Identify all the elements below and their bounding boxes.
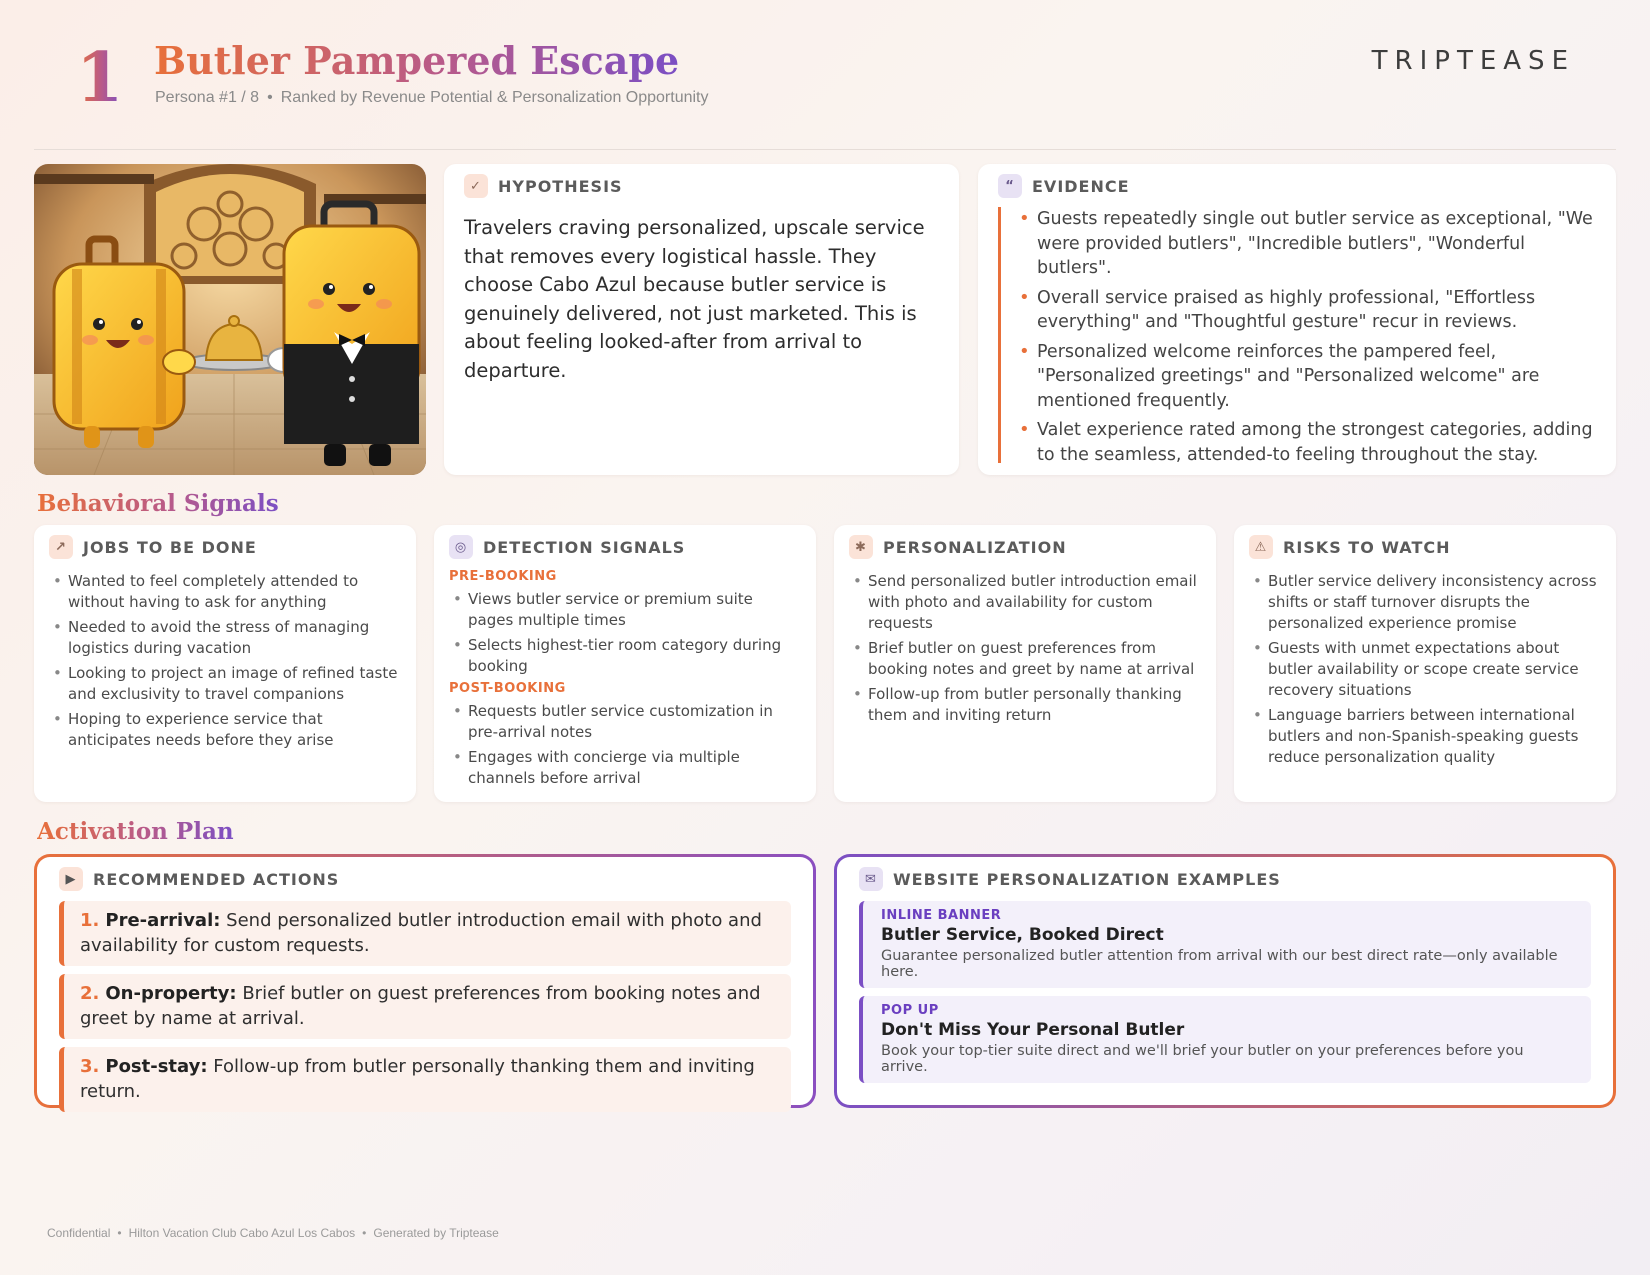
website-header — [859, 867, 1591, 891]
separator: • — [117, 1226, 122, 1240]
footer-generated: Generated by Triptease — [373, 1226, 499, 1240]
recommended-actions-frame — [34, 854, 816, 1108]
post-booking-list — [449, 701, 801, 789]
personalization-header — [849, 535, 1201, 559]
action-item — [59, 901, 791, 966]
list-item: • Follow-up from butler personally thanking them and inviting return — [849, 684, 1201, 726]
website-examples-frame — [834, 854, 1616, 1108]
example-title: Don't Miss Your Personal Butler — [881, 1020, 1185, 1040]
page-header — [0, 0, 1650, 150]
list-item: • Guests with unmet expectations about butler availability or scope create service recovery situations — [1249, 638, 1601, 701]
action-item — [59, 974, 791, 1039]
sparkle-icon: ✱ — [849, 535, 873, 559]
actions-label: RECOMMENDED ACTIONS — [93, 869, 340, 889]
example-type: INLINE BANNER — [881, 908, 1002, 923]
list-item: • Brief butler on guest preferences from booking notes and greet by name at arrival — [849, 638, 1201, 680]
brand-logo: TRIPTEASE — [1371, 46, 1575, 76]
envelope-icon: ✉ — [859, 867, 883, 891]
evidence-header — [998, 174, 1596, 198]
target-icon: ◎ — [449, 535, 473, 559]
list-item: • Looking to project an image of refined taste and exclusivity to travel companions — [49, 663, 401, 705]
list-item: • Needed to avoid the stress of managing logistics during vacation — [49, 617, 401, 659]
risks-label: RISKS TO WATCH — [1283, 537, 1451, 557]
check-icon: ✓ — [464, 174, 488, 198]
quote-icon: “ — [998, 174, 1022, 198]
behavioral-signals-title: Behavioral Signals — [37, 490, 279, 517]
recommended-actions-card — [37, 857, 813, 1105]
evidence-item: • Valet experience rated among the strongest categories, adding to the seamless, attended-to feeling throughout the stay. — [1019, 418, 1596, 467]
evidence-item: • Overall service praised as highly professional, "Effortless everything" and "Thoughtful gesture" recur in reviews. — [1019, 286, 1596, 335]
action-stage: Post-stay: — [105, 1056, 208, 1077]
list-item: • Selects highest-tier room category during booking — [449, 635, 801, 677]
hypothesis-text: Travelers craving personalized, upscale service that removes every logistical hassle. They choose Cabo Azul because butler service is genuinely delivered, not just marketed. This is about feeling looked-after from arrival to departure. — [464, 216, 925, 382]
detection-header — [449, 535, 801, 559]
arrow-up-right-icon: ↗ — [49, 535, 73, 559]
persona-label: Persona #1 / 8 — [155, 89, 260, 106]
page-title: Butler Pampered Escape — [154, 38, 680, 83]
evidence-card — [978, 164, 1616, 475]
header-divider — [34, 149, 1616, 150]
hypothesis-header — [464, 174, 939, 198]
list-item: • Hoping to experience service that anticipates needs before they arise — [49, 709, 401, 751]
page-subtitle — [155, 89, 709, 107]
evidence-list-container — [998, 207, 1596, 463]
personalization-list — [849, 571, 1201, 726]
hypothesis-label: HYPOTHESIS — [498, 176, 623, 196]
risks-card — [1234, 525, 1616, 802]
risks-header — [1249, 535, 1601, 559]
website-label: WEBSITE PERSONALIZATION EXAMPLES — [893, 869, 1281, 889]
website-example — [859, 996, 1591, 1083]
footer-property: Hilton Vacation Club Cabo Azul Los Cabos — [128, 1226, 356, 1240]
separator: • — [267, 89, 273, 106]
hypothesis-card — [444, 164, 959, 475]
action-stage: On-property: — [105, 983, 237, 1004]
activation-plan-title: Activation Plan — [37, 818, 234, 845]
example-description: Book your top-tier suite direct and we'll brief your butler on your preferences before you arrive. — [881, 1043, 1524, 1075]
page-footer — [47, 1226, 499, 1240]
risks-list — [1249, 571, 1601, 768]
example-description: Guarantee personalized butler attention from arrival with our best direct rate—only available here. — [881, 948, 1558, 980]
action-stage: Pre-arrival: — [105, 910, 221, 931]
action-text: Brief butler on guest preferences from booking notes and greet by name at arrival. — [80, 983, 761, 1029]
jobs-to-be-done-card — [34, 525, 416, 802]
personalization-label: PERSONALIZATION — [883, 537, 1067, 557]
jobs-label: JOBS TO BE DONE — [83, 537, 257, 557]
action-number: 1. — [80, 910, 100, 931]
ranking-label: Ranked by Revenue Potential & Personalization Opportunity — [280, 89, 709, 106]
pre-booking-list — [449, 589, 801, 677]
evidence-list — [1019, 207, 1596, 467]
post-booking-label: POST-BOOKING — [449, 681, 566, 696]
persona-number: 1 — [76, 38, 124, 118]
website-example — [859, 901, 1591, 988]
action-item — [59, 1047, 791, 1112]
personalization-card — [834, 525, 1216, 802]
separator: • — [362, 1226, 367, 1240]
list-item: • Wanted to feel completely attended to without having to ask for anything — [49, 571, 401, 613]
list-item: • Engages with concierge via multiple channels before arrival — [449, 747, 801, 789]
action-text: Follow-up from butler personally thanking them and inviting return. — [80, 1056, 755, 1102]
warning-icon: ⚠ — [1249, 535, 1273, 559]
jobs-header — [49, 535, 401, 559]
actions-header — [59, 867, 791, 891]
persona-illustration — [34, 164, 426, 475]
evidence-item: • Guests repeatedly single out butler service as exceptional, "We were provided butlers", "Incredible butlers", "Wonderful butlers". — [1019, 207, 1596, 281]
footer-confidential: Confidential — [47, 1226, 111, 1240]
play-icon: ▶ — [59, 867, 83, 891]
butler-luggage-illustration — [34, 164, 426, 475]
website-examples-card — [837, 857, 1613, 1105]
jobs-list — [49, 571, 401, 751]
evidence-label: EVIDENCE — [1032, 176, 1130, 196]
list-item: • Butler service delivery inconsistency across shifts or staff turnover disrupts the personalized experience promise — [1249, 571, 1601, 634]
detection-label: DETECTION SIGNALS — [483, 537, 686, 557]
example-type: POP UP — [881, 1003, 939, 1018]
list-item: • Language barriers between international butlers and non-Spanish-speaking guests reduce personalization quality — [1249, 705, 1601, 768]
list-item: • Requests butler service customization in pre-arrival notes — [449, 701, 801, 743]
example-title: Butler Service, Booked Direct — [881, 925, 1164, 945]
evidence-item: • Personalized welcome reinforces the pampered feel, "Personalized greetings" and "Personalized welcome" are mentioned frequently. — [1019, 340, 1596, 414]
action-text: Send personalized butler introduction email with photo and availability for custom requests. — [80, 910, 762, 956]
pre-booking-label: PRE-BOOKING — [449, 569, 557, 584]
list-item: • Views butler service or premium suite pages multiple times — [449, 589, 801, 631]
list-item: • Send personalized butler introduction email with photo and availability for custom requests — [849, 571, 1201, 634]
detection-signals-card — [434, 525, 816, 802]
action-number: 2. — [80, 983, 100, 1004]
action-number: 3. — [80, 1056, 100, 1077]
